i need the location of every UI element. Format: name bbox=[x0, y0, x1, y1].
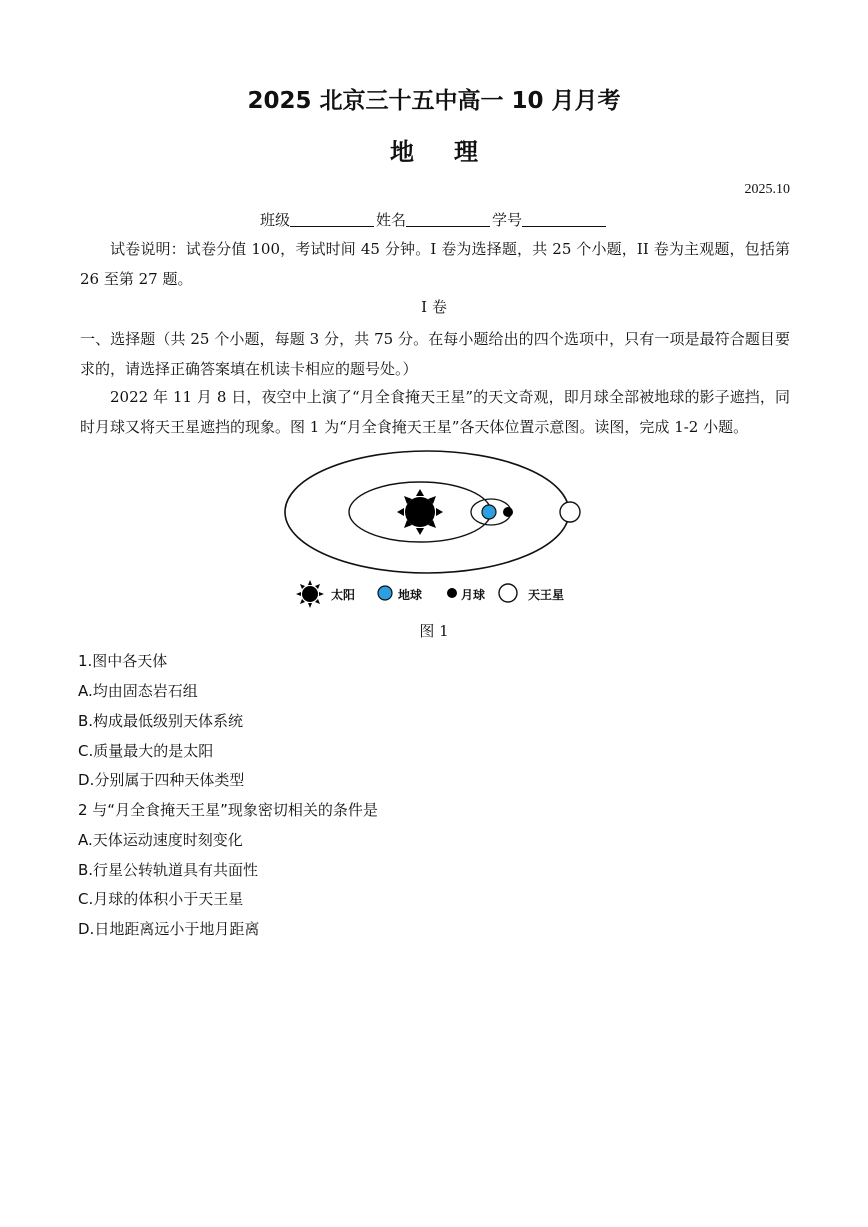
subject-title: 地理 bbox=[390, 138, 518, 166]
student-info-fields bbox=[0, 209, 868, 230]
legend-sun-label: 太阳 bbox=[331, 588, 356, 602]
question-2-option-d: D.日地距离远小于地月距离 bbox=[78, 920, 260, 938]
question-1-option-a: A.均由固态岩石组 bbox=[78, 682, 198, 700]
question-1-option-b: B.构成最低级别天体系统 bbox=[78, 712, 244, 730]
legend-earth-label: 地球 bbox=[398, 588, 423, 602]
class-field-blank bbox=[290, 212, 374, 227]
legend-earth-icon bbox=[378, 586, 392, 600]
solar-system-diagram bbox=[0, 440, 868, 615]
question-passage: 2022 年 11 月 8 日，夜空中上演了“月全食掩天王星”的天文奇观，即月球全部被地球的影子遮挡，同时月球又将天王星遮挡的现象。图 1 为“月全食掩天王星”各天体位置示意图。读图，完成 1-2 小题。 bbox=[80, 388, 790, 436]
figure-caption: 图 1 bbox=[419, 622, 449, 640]
question-1-option-c: C.质量最大的是太阳 bbox=[78, 742, 214, 760]
question-2-option-a: A.天体运动速度时刻变化 bbox=[78, 831, 243, 849]
name-field-label: 姓名 bbox=[375, 211, 406, 229]
id-field-blank bbox=[522, 212, 606, 227]
section-label: I 卷 bbox=[421, 298, 447, 316]
legend-uranus-label: 天王星 bbox=[528, 588, 565, 602]
name-field-blank bbox=[406, 212, 490, 227]
question-1-option-d: D.分别属于四种天体类型 bbox=[78, 771, 245, 789]
question-2-stem: 2 与“月全食掩天王星”现象密切相关的条件是 bbox=[78, 801, 378, 819]
exam-date: 2025.10 bbox=[744, 182, 790, 197]
legend-moon-label: 月球 bbox=[461, 588, 486, 602]
legend-moon-icon bbox=[447, 588, 457, 598]
moon-icon bbox=[503, 507, 513, 517]
sun-icon bbox=[397, 489, 443, 535]
earth-icon bbox=[482, 505, 496, 519]
legend-sun-icon bbox=[296, 580, 324, 608]
id-field-label: 学号 bbox=[492, 211, 523, 229]
exam-instructions: 试卷说明：试卷分值 100，考试时间 45 分钟。I 卷为选择题，共 25 个小题，II 卷为主观题，包括第 26 至第 27 题。 bbox=[80, 240, 790, 288]
legend-uranus-icon bbox=[499, 584, 517, 602]
section-heading: 一、选择题（共 25 个小题，每题 3 分，共 75 分。在每小题给出的四个选项中，只有一项是最符合题目要求的，请选择正确答案填在机读卡相应的题号处。） bbox=[80, 330, 790, 378]
question-2-option-b: B.行星公转轨道具有共面性 bbox=[78, 861, 259, 879]
question-2-option-c: C.月球的体积小于天王星 bbox=[78, 890, 244, 908]
class-field-label: 班级 bbox=[259, 211, 290, 229]
exam-title: 2025 北京三十五中高一 10 月月考 bbox=[247, 88, 621, 114]
figure-legend bbox=[296, 580, 564, 608]
question-1-stem: 1.图中各天体 bbox=[78, 652, 168, 670]
uranus-icon bbox=[560, 502, 580, 522]
